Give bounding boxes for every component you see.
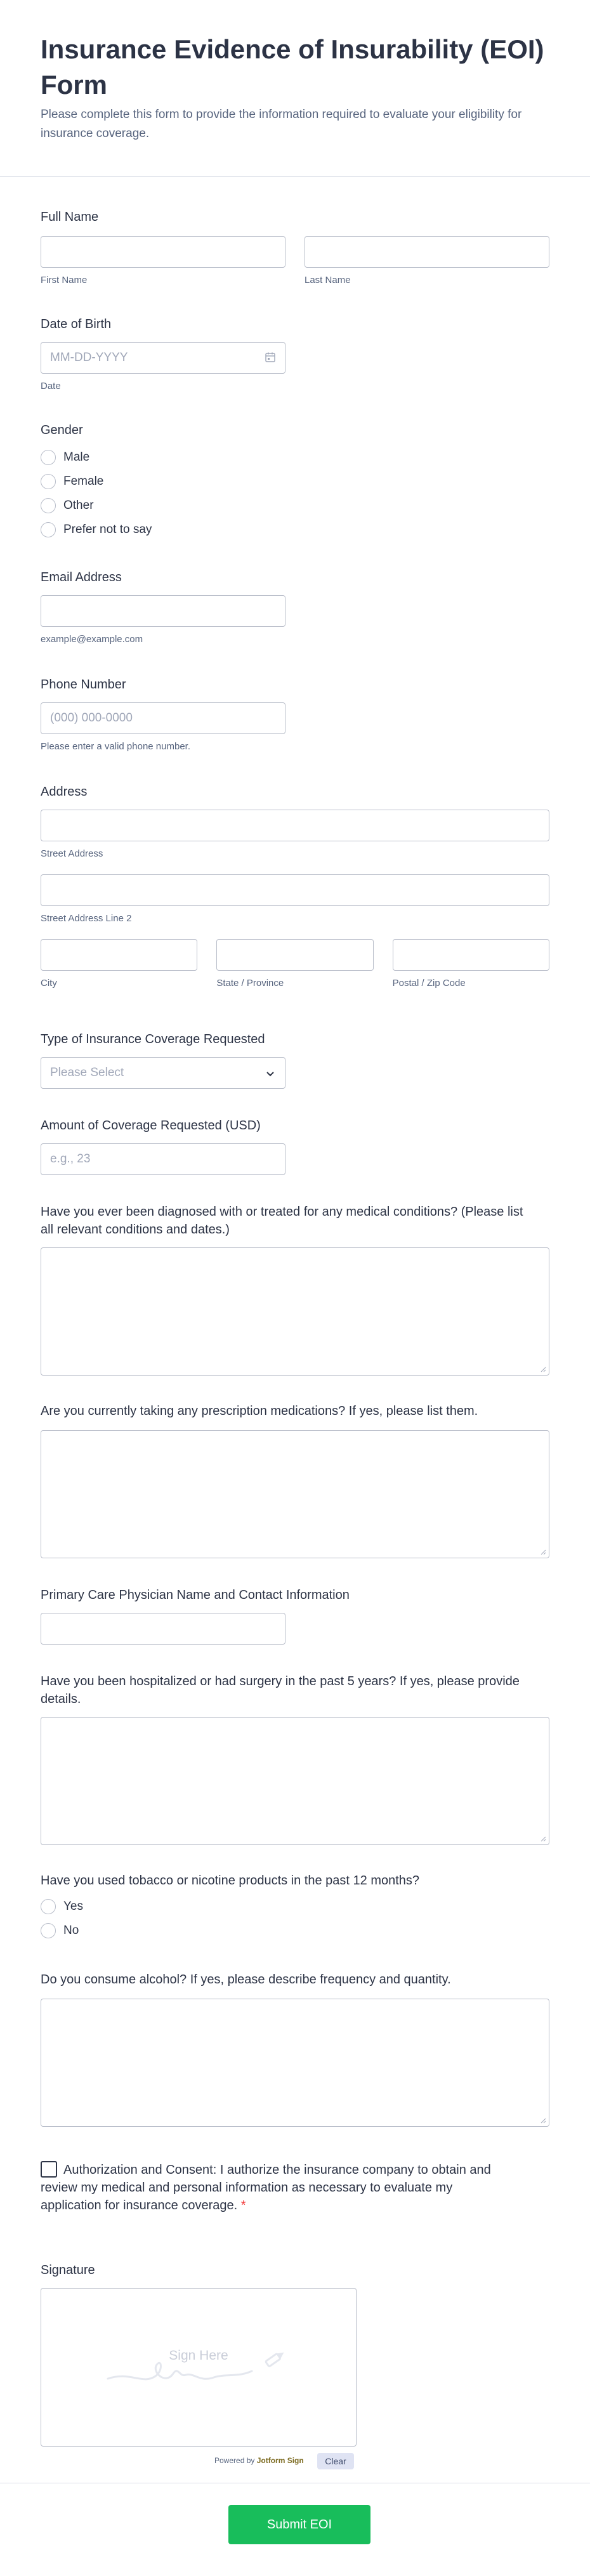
alcohol-label: Do you consume alcohol? If yes, please describe frequency and quantity.: [41, 1973, 451, 1987]
signature-label: Signature: [41, 2263, 95, 2277]
coverage-type-field: [41, 1030, 285, 1089]
zip-input[interactable]: [393, 939, 549, 971]
gender-option-female[interactable]: [41, 470, 294, 494]
tobacco-option-label: Yes: [63, 1900, 83, 1913]
calendar-icon[interactable]: [265, 352, 276, 363]
state-input[interactable]: [216, 939, 373, 971]
email-label: Email Address: [41, 570, 122, 584]
required-mark: *: [240, 2198, 246, 2212]
street-address-input[interactable]: [41, 810, 549, 841]
signature-field: [41, 2261, 358, 2466]
alcohol-textarea[interactable]: [41, 1999, 549, 2127]
phone-sublabel: Please enter a valid phone number.: [41, 741, 190, 752]
gender-option-male[interactable]: [41, 445, 294, 470]
tobacco-label: Have you used tobacco or nicotine products in the past 12 months?: [41, 1874, 420, 1888]
first-name-sublabel: First Name: [41, 275, 88, 286]
resize-handle-icon[interactable]: [540, 1366, 546, 1372]
first-name-input[interactable]: [41, 236, 285, 268]
medications-textarea[interactable]: [41, 1430, 549, 1558]
medications-field: [41, 1402, 549, 1558]
coverage-amount-placeholder: e.g., 23: [50, 1152, 91, 1166]
hospitalized-label: Have you been hospitalized or had surgery in the past 5 years? If yes, please provide details.: [41, 1674, 520, 1706]
gender-option-label: Male: [63, 450, 90, 464]
gender-option-label: Prefer not to say: [63, 523, 152, 536]
last-name-input[interactable]: [305, 236, 549, 268]
signature-pad[interactable]: [41, 2288, 357, 2447]
dob-placeholder: MM-DD-YYYY: [50, 351, 128, 364]
consent-text: Authorization and Consent: I authorize the insurance company to obtain and review my medical and personal information as necessary to evaluate my application for insurance coverage.: [41, 2163, 491, 2212]
hospitalized-textarea[interactable]: [41, 1717, 549, 1845]
phone-input[interactable]: [41, 702, 285, 734]
resize-handle-icon[interactable]: [540, 2117, 546, 2124]
phone-label: Phone Number: [41, 678, 126, 692]
coverage-amount-input[interactable]: [41, 1143, 285, 1175]
clear-signature-button[interactable]: Clear: [317, 2453, 354, 2469]
signature-placeholder: Sign Here: [169, 2348, 228, 2363]
physician-label: Primary Care Physician Name and Contact Information: [41, 1588, 350, 1602]
email-sublabel: example@example.com: [41, 634, 143, 645]
tobacco-option-yes[interactable]: [41, 1895, 549, 1919]
full-name-field: [41, 208, 549, 287]
powered-by-text: Powered by: [214, 2456, 255, 2465]
state-sublabel: State / Province: [216, 978, 284, 989]
street-address-sublabel: Street Address: [41, 848, 103, 859]
jotform-sign-brand: Jotform Sign: [256, 2456, 304, 2465]
gender-option-label: Female: [63, 475, 104, 488]
address-field: [41, 783, 549, 990]
city-sublabel: City: [41, 978, 57, 989]
alcohol-field: [41, 1971, 549, 2127]
radio-button[interactable]: [41, 450, 56, 465]
radio-button[interactable]: [41, 474, 56, 489]
resize-handle-icon[interactable]: [540, 1549, 546, 1555]
resize-handle-icon[interactable]: [540, 1836, 546, 1842]
gender-option-label: Other: [63, 499, 94, 512]
full-name-label: Full Name: [41, 210, 99, 224]
coverage-type-label: Type of Insurance Coverage Requested: [41, 1032, 265, 1046]
form-description: Please complete this form to provide the information required to evaluate your eligibility for insurance coverage.: [41, 108, 522, 140]
tobacco-option-no[interactable]: [41, 1919, 549, 1943]
gender-field: [41, 421, 294, 542]
city-input[interactable]: [41, 939, 197, 971]
last-name-sublabel: Last Name: [305, 275, 351, 286]
coverage-amount-label: Amount of Coverage Requested (USD): [41, 1119, 261, 1133]
radio-button[interactable]: [41, 1923, 56, 1938]
dob-input[interactable]: [41, 342, 285, 374]
dob-label: Date of Birth: [41, 317, 112, 331]
medical-conditions-field: [41, 1203, 549, 1376]
coverage-type-selected: Please Select: [50, 1066, 124, 1079]
email-input[interactable]: [41, 595, 285, 627]
dob-sublabel: Date: [41, 381, 61, 391]
gender-option-prefer-not[interactable]: [41, 518, 294, 542]
phone-placeholder: (000) 000-0000: [50, 711, 133, 725]
medical-conditions-label: Have you ever been diagnosed with or treated for any medical conditions? (Please list all relevant conditions and dates.): [41, 1205, 523, 1237]
physician-field: [41, 1586, 350, 1645]
phone-field: [41, 676, 285, 753]
tobacco-field: [41, 1872, 549, 1943]
street-address-2-input[interactable]: [41, 874, 549, 906]
zip-sublabel: Postal / Zip Code: [392, 978, 466, 989]
gender-option-other[interactable]: [41, 494, 294, 518]
coverage-amount-field: [41, 1117, 285, 1175]
address-label: Address: [41, 785, 88, 799]
tobacco-option-label: No: [63, 1924, 79, 1937]
gender-label: Gender: [41, 423, 83, 437]
consent-field: [41, 2161, 497, 2214]
chevron-down-icon[interactable]: [266, 1069, 275, 1081]
medical-conditions-textarea[interactable]: [41, 1247, 549, 1376]
hospitalized-field: [41, 1672, 549, 1845]
street-address-2-sublabel: Street Address Line 2: [41, 913, 132, 924]
physician-input[interactable]: [41, 1613, 285, 1645]
form-title: Insurance Evidence of Insurability (EOI) Form: [41, 34, 544, 100]
radio-button[interactable]: [41, 522, 56, 537]
submit-button[interactable]: Submit EOI: [228, 2505, 370, 2544]
email-field: [41, 568, 285, 646]
radio-button[interactable]: [41, 498, 56, 513]
coverage-type-select[interactable]: [41, 1057, 285, 1089]
radio-button[interactable]: [41, 1899, 56, 1914]
form-header: [0, 0, 590, 177]
dob-field: [41, 315, 285, 393]
consent-checkbox[interactable]: [41, 2161, 57, 2178]
powered-by: [214, 2456, 304, 2465]
medications-label: Are you currently taking any prescription medications? If yes, please list them.: [41, 1404, 478, 1418]
